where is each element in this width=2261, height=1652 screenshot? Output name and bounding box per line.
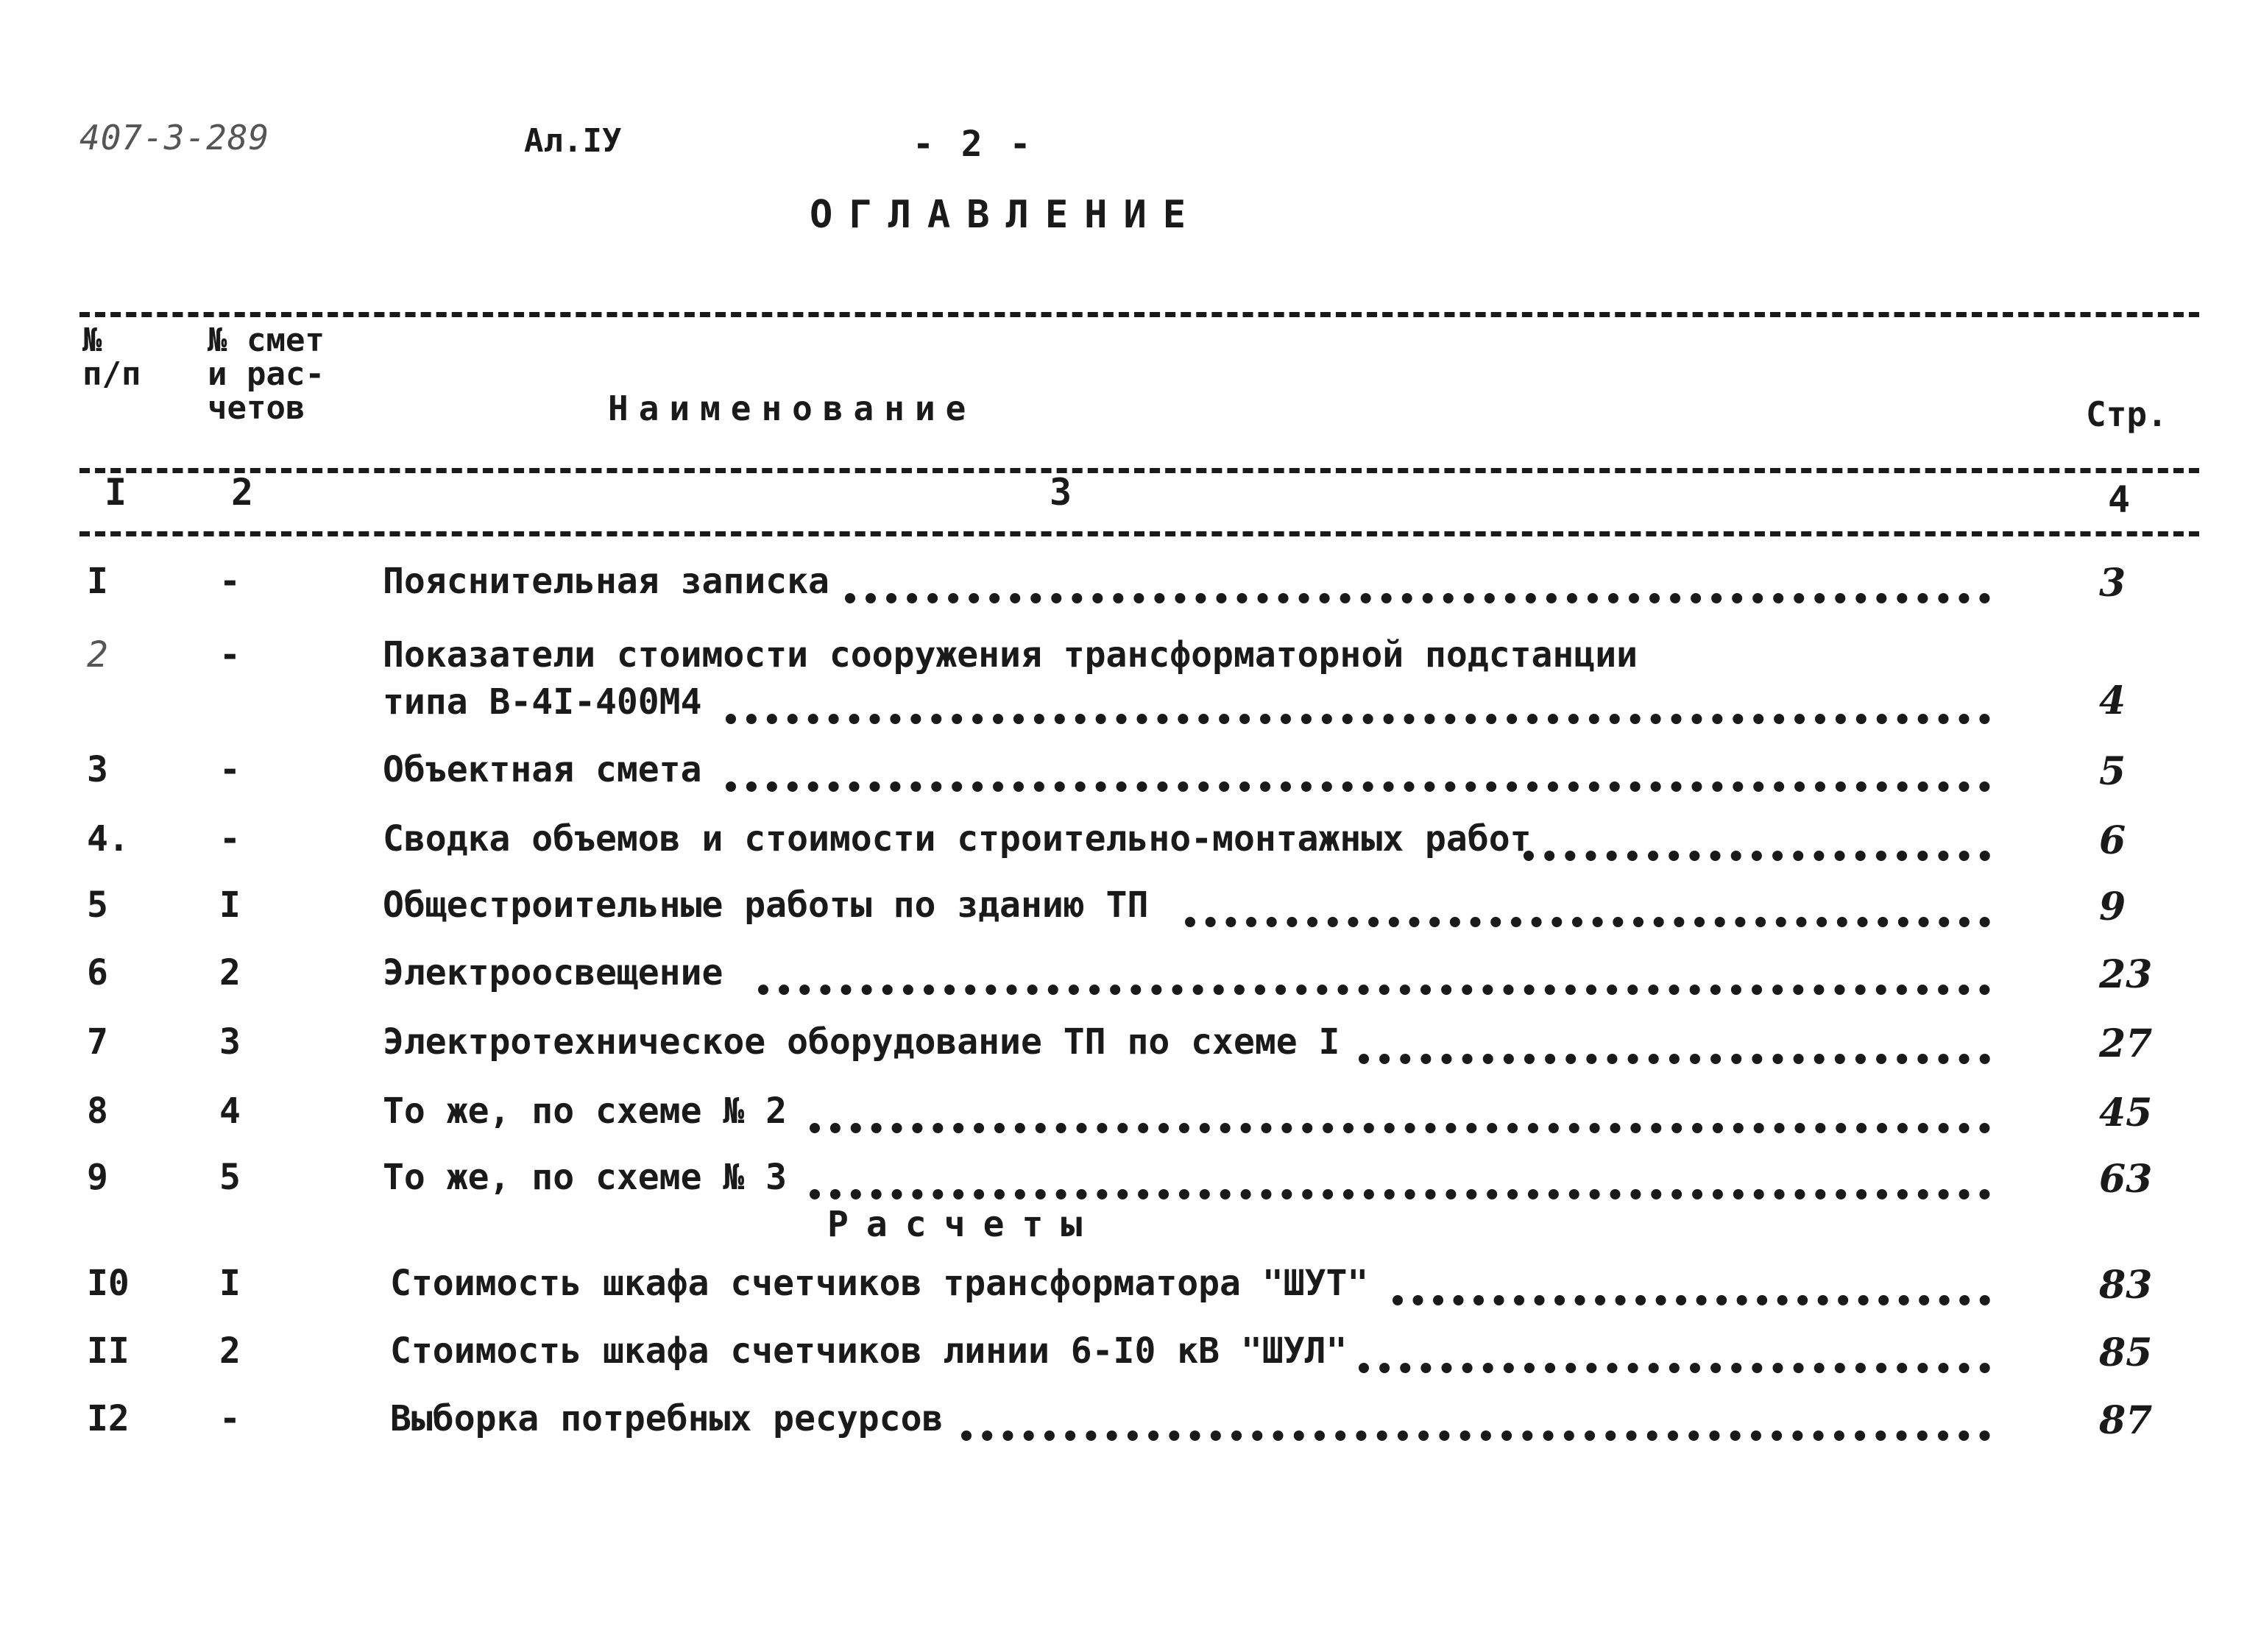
- row-number: 4.: [87, 818, 130, 859]
- row-page: 83: [2099, 1263, 2153, 1308]
- header-col-estimate-line2: и рас-: [208, 355, 325, 393]
- row-number: 2: [87, 634, 108, 676]
- header-col-number-line1: №: [82, 322, 102, 359]
- row-page: 63: [2099, 1157, 2153, 1202]
- calc-section-title: Расчеты: [827, 1204, 1100, 1245]
- header-bottom-rule: [79, 468, 2199, 473]
- row-title: Показатели стоимости сооружения трансформаторной подстанции: [383, 634, 1638, 676]
- row-number: 9: [87, 1157, 108, 1198]
- row-estimate-code: 4: [219, 1091, 241, 1132]
- numbers-bottom-rule: [79, 531, 2199, 536]
- row-page: 4: [2099, 678, 2126, 723]
- dot-leader: [1359, 1353, 1990, 1373]
- row-estimate-code: I: [219, 885, 241, 926]
- row-estimate-code: 2: [219, 1330, 241, 1372]
- row-estimate-code: -: [219, 561, 241, 602]
- header-col-number: [82, 324, 141, 391]
- page-header-album: Ал.IУ: [524, 122, 622, 160]
- row-number: II: [87, 1330, 130, 1372]
- row-number: I0: [87, 1263, 130, 1304]
- row-title-continuation: типа В-4I-400М4: [383, 681, 702, 723]
- column-number-3: 3: [1050, 471, 1072, 514]
- row-number: 7: [87, 1021, 108, 1063]
- row-title: Электротехническое оборудование ТП по схеме I: [383, 1021, 1340, 1063]
- dot-leader: [810, 1179, 1990, 1199]
- dot-leader: [810, 1113, 1990, 1133]
- dot-leader: [1524, 840, 1990, 861]
- row-estimate-code: 2: [219, 952, 241, 993]
- row-estimate-code: 3: [219, 1021, 241, 1063]
- column-number-1: I: [105, 471, 127, 514]
- row-page: 27: [2099, 1021, 2153, 1066]
- header-col-number-line2: п/п: [82, 355, 141, 393]
- dot-leader: [961, 1420, 1990, 1441]
- page-header-number: - 2 -: [913, 124, 1034, 165]
- dot-leader: [726, 703, 1990, 724]
- row-estimate-code: -: [219, 749, 241, 790]
- row-estimate-code: I: [219, 1263, 241, 1304]
- row-number: 5: [87, 885, 108, 926]
- row-number: 8: [87, 1091, 108, 1132]
- header-col-estimate-line3: четов: [208, 389, 305, 427]
- row-page: 3: [2099, 561, 2126, 606]
- row-page: 6: [2099, 818, 2126, 863]
- row-number: 6: [87, 952, 108, 993]
- row-estimate-code: -: [219, 818, 241, 859]
- header-col-estimate-line1: № смет: [208, 322, 325, 359]
- document-title: ОГЛАВЛЕНИЕ: [810, 193, 1203, 237]
- row-estimate-code: 5: [219, 1157, 241, 1198]
- dot-leader: [726, 771, 1990, 792]
- row-title: Стоимость шкафа счетчиков трансформатора "ШУТ": [390, 1263, 1369, 1304]
- dot-leader: [758, 974, 1990, 995]
- header-col-page: Стр.: [2086, 394, 2168, 434]
- row-estimate-code: -: [219, 1398, 241, 1439]
- row-page: 45: [2099, 1091, 2153, 1135]
- row-number: 3: [87, 749, 108, 790]
- row-title: Стоимость шкафа счетчиков линии 6-I0 кВ "ШУЛ": [390, 1330, 1348, 1372]
- row-title: То же, по схеме № 3: [383, 1157, 788, 1198]
- row-title: Выборка потребных ресурсов: [390, 1398, 944, 1439]
- row-title: Объектная смета: [383, 749, 702, 790]
- row-page: 23: [2099, 952, 2153, 997]
- header-col-estimate: [208, 324, 325, 425]
- dot-leader: [1359, 1043, 1990, 1064]
- column-number-4: 4: [2108, 478, 2131, 521]
- row-page: 85: [2099, 1330, 2153, 1375]
- dot-leader: [1185, 907, 1990, 927]
- row-estimate-code: -: [219, 634, 241, 676]
- row-title: Общестроительные работы по зданию ТП: [383, 885, 1149, 926]
- row-page: 5: [2099, 749, 2126, 794]
- page-header-code: 407-3-289: [79, 118, 270, 157]
- row-page: 9: [2099, 885, 2126, 929]
- row-number: I: [87, 561, 108, 602]
- row-title: Электроосвещение: [383, 952, 723, 993]
- row-number: I2: [87, 1398, 130, 1439]
- row-page: 87: [2099, 1398, 2153, 1443]
- row-title: Сводка объемов и стоимости строительно-монтажных работ: [383, 818, 1532, 859]
- column-number-2: 2: [231, 471, 254, 514]
- header-col-name: Наименование: [608, 389, 977, 428]
- table-top-rule: [79, 312, 2199, 317]
- dot-leader: [1393, 1285, 1990, 1305]
- row-title: Пояснительная записка: [383, 561, 829, 602]
- dot-leader: [845, 583, 1990, 603]
- row-title: То же, по схеме № 2: [383, 1091, 788, 1132]
